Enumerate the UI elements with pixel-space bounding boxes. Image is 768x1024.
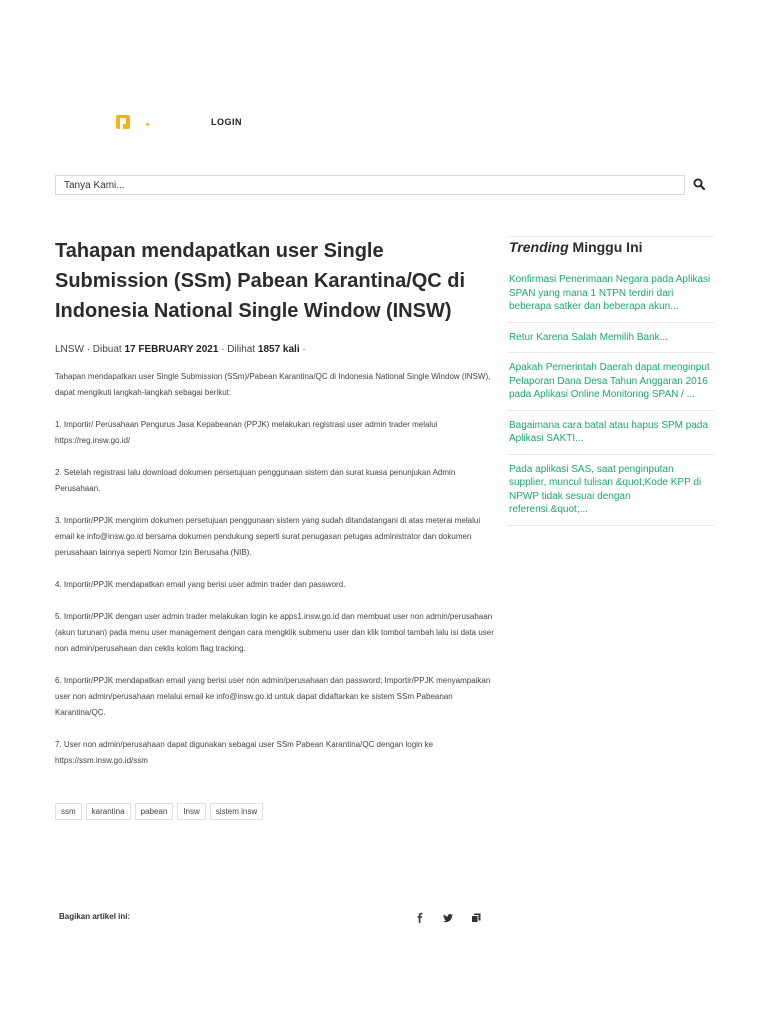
article <box>55 236 495 820</box>
trending-sidebar <box>507 236 714 526</box>
trending-item[interactable]: Retur Karena Salah Memilih Bank... <box>507 323 714 354</box>
search-icon <box>693 178 705 190</box>
article-paragraph: 7. User non admin/perusahaan dapat digunakan sebagai user SSm Pabean Karantina/QC dengan login ke https://ssm.insw.go.id/ssm <box>55 740 434 765</box>
search-input[interactable] <box>55 175 685 195</box>
meta-suffix: · <box>302 344 306 355</box>
article-paragraph: 1. Importir/ Perusahaan Pengurus Jasa Kepabeanan (PPJK) melakukan registrasi user admin trader melalui https://reg.insw.go.id/ <box>55 420 438 445</box>
facebook-icon[interactable] <box>415 910 425 920</box>
tag-pabean[interactable]: pabean <box>135 803 174 820</box>
logo-dot <box>146 123 149 126</box>
search-button[interactable] <box>691 177 707 193</box>
article-paragraph: 3. Importir/PPJK mengirim dokumen persetujuan penggunaan sistem yang sudah ditandatangani di atas meterai melalui email ke info@insw.go.id bersama dokumen pendukung seperti surat penugasan petugas administrator dan dokumen perusahaan lainnya seperti Nomor Izin Berusaha (NIB). <box>55 516 481 557</box>
meta-views: 1857 kali <box>257 344 300 355</box>
tag-ssm[interactable]: ssm <box>55 803 82 820</box>
trending-item[interactable]: Bagaimana cara batal atau hapus SPM pada Aplikasi SAKTI... <box>507 411 714 455</box>
sidebar-heading-rest: Minggu Ini <box>572 239 643 255</box>
article-paragraph: 4. Importir/PPJK mendapatkan email yang berisi user admin trader dan password. <box>55 580 346 589</box>
tag-insw[interactable]: Insw <box>177 803 205 820</box>
meta-source: LNSW <box>55 344 84 355</box>
share-bar <box>59 910 483 924</box>
login-link[interactable]: LOGIN <box>211 117 242 127</box>
article-meta <box>55 344 495 355</box>
tag-sistem-insw[interactable]: sistem insw <box>210 803 263 820</box>
article-paragraph: 5. Importir/PPJK dengan user admin trader melakukan login ke apps1.insw.go.id dan membuat user non admin/perusahaan (akun turunan) pada menu user management dengan cara mengklik submenu user dan klik tombol tambah lalu isi data user non admin/perusahaan dan ceklis kolom flag tracking. <box>55 612 494 653</box>
search-bar <box>55 175 711 195</box>
site-header <box>116 112 242 132</box>
article-title: Tahapan mendapatkan user Single Submission (SSm) Pabean Karantina/QC di Indonesia National Single Window (INSW) <box>55 240 466 322</box>
share-icons <box>415 910 481 920</box>
sidebar-heading-italic: Trending <box>509 239 569 255</box>
copy-icon[interactable] <box>471 910 481 920</box>
article-paragraph: 2. Setelah registrasi lalu download dokumen persetujuan penggunaan sistem dan surat kuasa penunjukan Admin Perusahaan. <box>55 468 456 493</box>
tag-karantina[interactable]: karantina <box>86 803 131 820</box>
share-label: Bagikan artikel ini: <box>59 912 131 921</box>
site-logo[interactable] <box>116 115 130 129</box>
article-paragraph: Tahapan mendapatkan user Single Submission (SSm)/Pabean Karantina/QC di Indonesia National Single Window (INSW), dapat mengikuti langkah-langkah sebagai berikut: <box>55 372 491 397</box>
twitter-icon[interactable] <box>443 910 453 920</box>
trending-item[interactable]: Konfirmasi Penerimaan Negara pada Aplikasi SPAN yang mana 1 NTPN terdiri dari beberapa satker dan beberapa akun... <box>507 265 714 323</box>
tag-list <box>55 803 495 820</box>
trending-item[interactable]: Pada aplikasi SAS, saat penginputan supplier, muncul tulisan &quot;Kode KPP di NPWP tidak sesuai dengan referensi.&quot;... <box>507 455 714 526</box>
meta-viewed-prefix: · Dilihat <box>221 344 256 355</box>
article-paragraph: 6. Importir/PPJK mendapatkan email yang berisi user non admin/perusahaan dan password; Importir/PPJK menyampaikan user non admin/perusahaan melalui email ke info@insw.go.id untuk dapat didaftarkan ke sistem SSm Pabeanan Karantina/QC. <box>55 676 491 717</box>
trending-item[interactable]: Apakah Pemerintah Daerah dapat menginput Pelaporan Dana Desa Tahun Anggaran 2016 pada Aplikasi Online Monitoring SPAN / ... <box>507 353 714 411</box>
meta-created-prefix: · Dibuat <box>86 344 122 355</box>
sidebar-heading <box>507 239 714 265</box>
article-body <box>55 369 495 769</box>
meta-date: 17 FEBRUARY 2021 <box>124 344 219 355</box>
